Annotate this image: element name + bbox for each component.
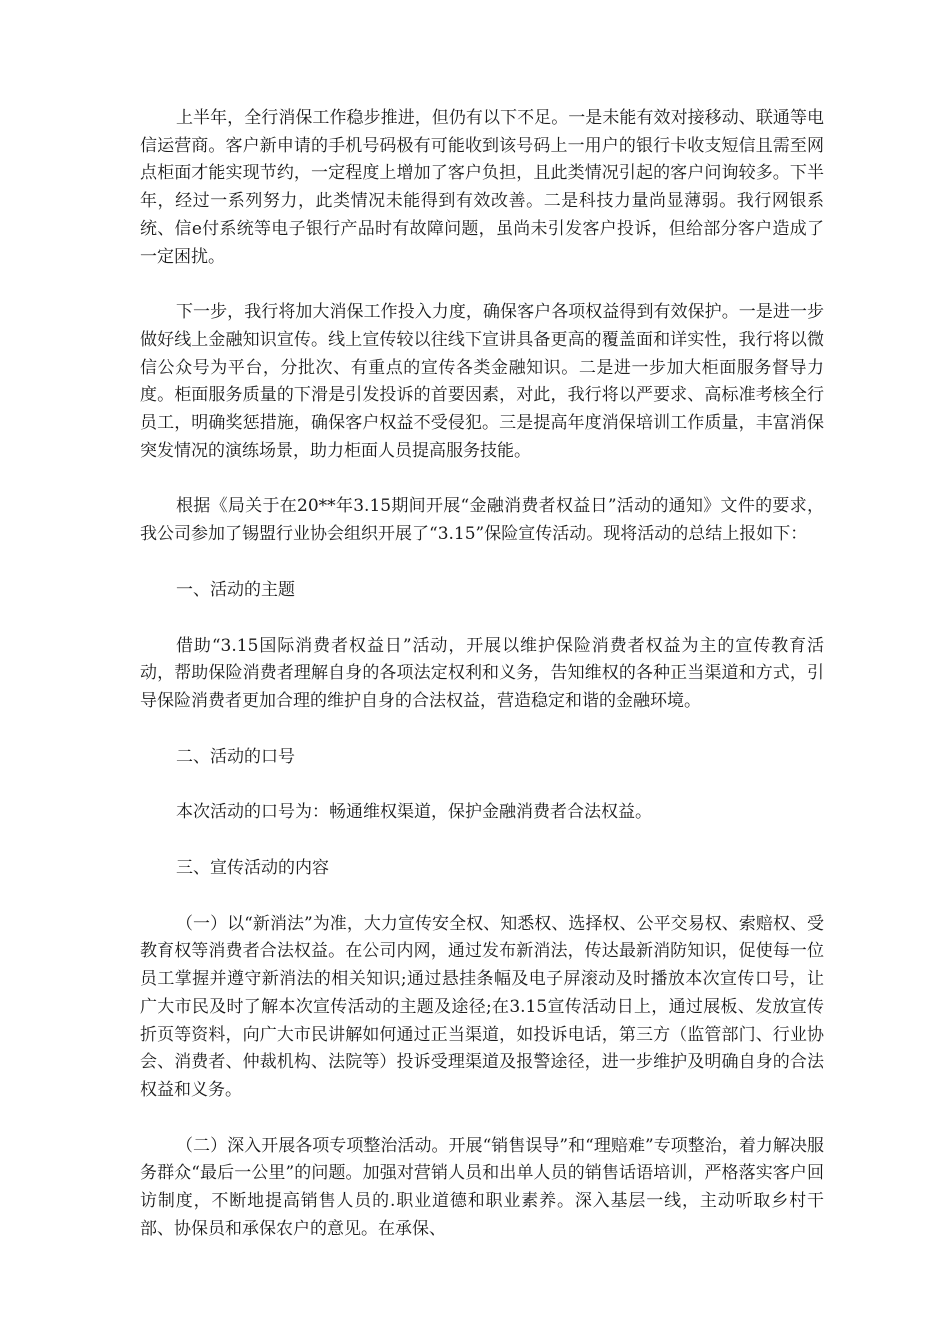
- paragraph-content-item-1: （一）以“新消法”为准，大力宣传安全权、知悉权、选择权、公平交易权、索赔权、受教育权等消费者合法权益。在公司内网，通过发布新消法，传达最新消防知识，促使每一位员工掌握并遵守新消法的相关知识;通过悬挂条幅及电子屏滚动及时播放本次宣传口号，让广大市民及时了解本次宣传活动的主题及途径;在3.15宣传活动日上，通过展板、发放宣传折页等资料，向广大市民讲解如何通过正当渠道，如投诉电话，第三方（监管部门、行业协会、消费者、仲裁机构、法院等）投诉受理渠道及报警途径，进一步维护及明确自身的合法权益和义务。: [140, 913, 824, 1100]
- heading-activity-theme: 一、活动的主题: [176, 579, 295, 600]
- heading-activity-slogan: 二、活动的口号: [176, 746, 295, 767]
- document-body: [140, 105, 824, 1272]
- paragraph-content-item-2: （二）深入开展各项专项整治活动。开展“销售误导”和“理赔难”专项整治，着力解决服务群众“最后一公里”的问题。加强对营销人员和出单人员的销售话语培训，严格落实客户回访制度，不断地提高销售人员的.职业道德和职业素养。深入基层一线，主动听取乡村干部、协保员和承保农户的意见。在承保、: [140, 1135, 824, 1239]
- paragraph-activity-theme: 借助“3.15国际消费者权益日”活动，开展以维护保险消费者权益为主的宣传教育活动，帮助保险消费者理解自身的各项法定权利和义务，告知维权的各种正当渠道和方式，引导保险消费者更加合理的维护自身的合法权益，营造稳定和谐的金融环境。: [140, 635, 824, 711]
- paragraph-shortcomings: 上半年，全行消保工作稳步推进，但仍有以下不足。一是未能有效对接移动、联通等电信运营商。客户新申请的手机号码极有可能收到该号码上一用户的银行卡收支短信且需至网点柜面才能实现节约，一定程度上增加了客户负担，且此类情况引起的客户问询较多。下半年，经过一系列努力，此类情况未能得到有效改善。二是科技力量尚显薄弱。我行网银系统、信e付系统等电子银行产品时有故障问题，虽尚未引发客户投诉，但给部分客户造成了一定困扰。: [140, 108, 824, 267]
- paragraph-activity-slogan: 本次活动的口号为：畅通维权渠道，保护金融消费者合法权益。: [176, 802, 652, 823]
- heading-activity-content: 三、宣传活动的内容: [176, 858, 329, 879]
- paragraph-next-steps: 下一步，我行将加大消保工作投入力度，确保客户各项权益得到有效保护。一是进一步做好线上金融知识宣传。线上宣传较以往线下宣讲具备更高的覆盖面和详实性，我行将以微信公众号为平台，分批次、有重点的宣传各类金融知识。二是进一步加大柜面服务督导力度。柜面服务质量的下滑是引发投诉的首要因素，对此，我行将以严要求、高标准考核全行员工，明确奖惩措施，确保客户权益不受侵犯。三是提高年度消保培训工作质量，丰富消保突发情况的演练场景，助力柜面人员提高服务技能。: [140, 302, 824, 461]
- paragraph-activity-intro: 根据《局关于在20**年3.15期间开展“金融消费者权益日”活动的通知》文件的要求，我公司参加了锡盟行业协会组织开展了“3.15”保险宣传活动。现将活动的总结上报如下：: [140, 496, 824, 545]
